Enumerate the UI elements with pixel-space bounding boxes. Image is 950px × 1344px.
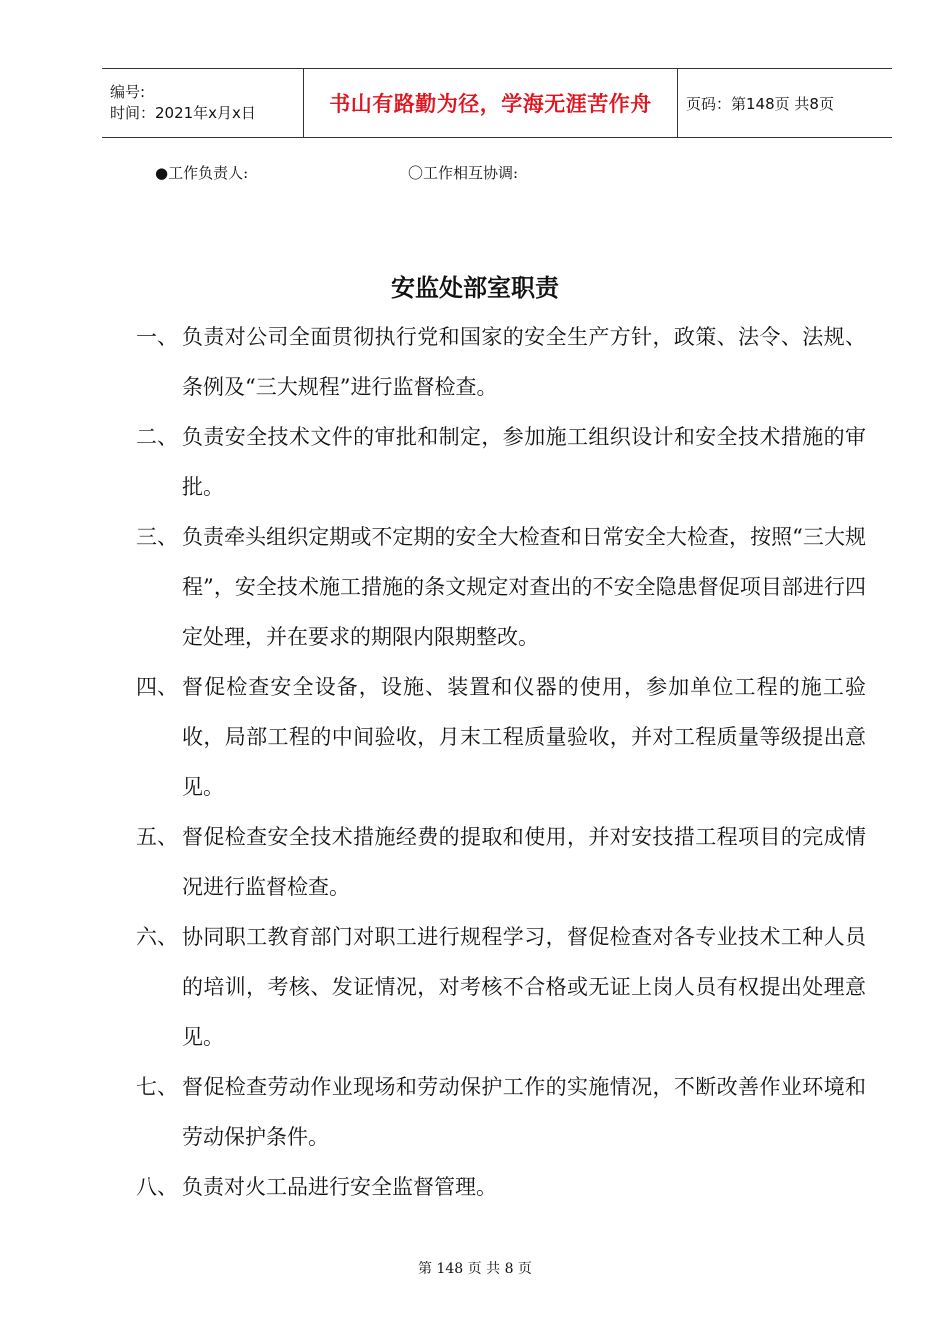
duty-list xyxy=(136,312,866,1212)
duty-text: 负责牵头组织定期或不定期的安全大检查和日常安全大检查，按照“三大规程”，安全技术施工措施的条文规定对查出的不安全隐患督促项目部进行四定处理，并在要求的期限内限期整改。 xyxy=(182,525,866,649)
duty-item xyxy=(136,1062,866,1162)
header-left-cell xyxy=(102,69,304,137)
serial-label: 编号: xyxy=(110,83,146,101)
duty-text: 负责对火工品进行安全监督管理。 xyxy=(182,1175,497,1199)
coordination-label: 〇工作相互协调: xyxy=(408,164,519,182)
duty-item xyxy=(136,1162,866,1212)
duty-item xyxy=(136,912,866,1062)
duty-text: 协同职工教育部门对职工进行规程学习，督促检查对各专业技术工种人员的培训，考核、发证情况，对考核不合格或无证上岗人员有权提出处理意见。 xyxy=(182,925,866,1049)
header-motto-cell xyxy=(304,69,678,137)
duty-item xyxy=(136,312,866,412)
duty-text: 督促检查安全技术措施经费的提取和使用，并对安技措工程项目的完成情况进行监督检查。 xyxy=(182,825,866,899)
page-footer: 第 148 页 共 8 页 xyxy=(418,1261,532,1277)
duty-text: 督促检查劳动作业现场和劳动保护工作的实施情况，不断改善作业环境和劳动保护条件。 xyxy=(182,1075,866,1149)
duty-text: 负责安全技术文件的审批和制定，参加施工组织设计和安全技术措施的审批。 xyxy=(182,425,866,499)
document-title: 安监处部室职责 xyxy=(391,273,559,302)
duty-number: 五、 xyxy=(136,825,178,849)
duty-number: 三、 xyxy=(136,525,178,549)
duty-item xyxy=(136,662,866,812)
duty-number: 四、 xyxy=(136,675,178,699)
duty-text: 督促检查安全设备，设施、装置和仪器的使用，参加单位工程的施工验收，局部工程的中间验收，月末工程质量验收，并对工程质量等级提出意见。 xyxy=(182,675,866,799)
header-page-info: 页码：第148页 共8页 xyxy=(686,94,834,113)
duty-item xyxy=(136,812,866,912)
duty-number: 八、 xyxy=(136,1175,178,1199)
duty-item xyxy=(136,512,866,662)
duty-number: 六、 xyxy=(136,925,178,949)
duty-text: 负责对公司全面贯彻执行党和国家的安全生产方针，政策、法令、法规、条例及“三大规程”进行监督检查。 xyxy=(182,325,866,399)
page-header xyxy=(102,68,892,138)
motto: 书山有路勤为径，学海无涯苦作舟 xyxy=(329,92,652,116)
duty-number: 二、 xyxy=(136,425,178,449)
duty-item xyxy=(136,412,866,512)
responsible-label: ●工作负责人: xyxy=(155,164,249,182)
time-label: 时间：2021年x月x日 xyxy=(110,104,256,122)
duty-number: 一、 xyxy=(136,325,178,349)
duty-number: 七、 xyxy=(136,1075,178,1099)
